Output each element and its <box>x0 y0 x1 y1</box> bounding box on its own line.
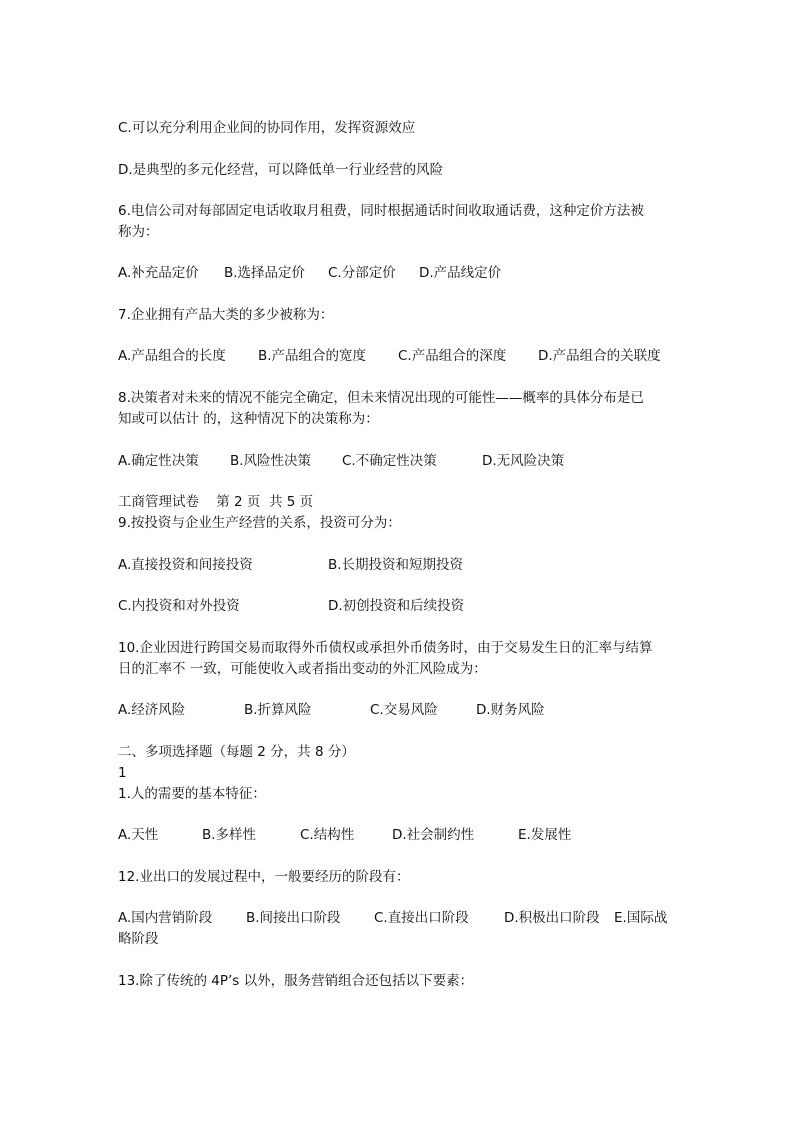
question-12: 12.业出口的发展过程中，一般要经历的阶段有： <box>118 869 410 885</box>
q9-option-a: A.直接投资和间接投资 <box>118 557 253 573</box>
question-7: 7.企业拥有产品大类的多少被称为： <box>118 307 334 323</box>
q10-option-a: A.经济风险 <box>118 702 186 718</box>
q11-option-e: E.发展性 <box>518 827 572 843</box>
q7-option-c: C.产品组合的深度 <box>398 348 507 364</box>
q12-option-c: C.直接出口阶段 <box>374 910 469 926</box>
q6-option-c: C.分部定价 <box>328 265 396 281</box>
q12-option-b: B.间接出口阶段 <box>246 910 341 926</box>
option-c-text: C.可以充分利用企业间的协同作用，发挥资源效应 <box>118 120 416 136</box>
q12-option-e-wrap: 略阶段 <box>118 931 159 947</box>
question-11: 1.人的需要的基本特征： <box>118 786 266 802</box>
q6-option-d: D.产品线定价 <box>419 265 502 281</box>
q8-option-c: C.不确定性决策 <box>342 453 437 469</box>
q12-option-d: D.积极出口阶段 <box>504 910 600 926</box>
question-9: 9.按投资与企业生产经营的关系，投资可分为： <box>118 515 401 531</box>
q7-option-b: B.产品组合的宽度 <box>258 348 367 364</box>
page-footer: 工商管理试卷 第 2 页 共 5 页 <box>118 494 314 510</box>
q12-option-a: A.国内营销阶段 <box>118 910 213 926</box>
q11-option-c: C.结构性 <box>300 827 355 843</box>
question-6-line-2: 称为： <box>118 224 159 240</box>
q9-option-b: B.长期投资和短期投资 <box>328 557 464 573</box>
q11-option-d: D.社会制约性 <box>392 827 475 843</box>
option-d-text: D.是典型的多元化经营，可以降低单一行业经营的风险 <box>118 162 444 178</box>
q6-option-b: B.选择品定价 <box>224 265 306 281</box>
question-10-line-2: 日的汇率不 一致，可能使收入或者指出变动的外汇风险成为： <box>118 661 487 677</box>
q10-option-c: C.交易风险 <box>370 702 438 718</box>
q12-option-e: E.国际战 <box>614 910 668 926</box>
q10-option-d: D.财务风险 <box>476 702 545 718</box>
question-6-line-1: 6.电信公司对每部固定电话收取月租费，同时根据通话时间收取通话费，这种定价方法被 <box>118 203 644 219</box>
question-8-line-1: 8.决策者对未来的情况不能完全确定，但未来情况出现的可能性——概率的具体分布是已 <box>118 390 644 406</box>
q9-option-d: D.初创投资和后续投资 <box>328 598 465 614</box>
question-11-number: 1 <box>118 765 127 781</box>
q7-option-a: A.产品组合的长度 <box>118 348 226 364</box>
q11-option-a: A.天性 <box>118 827 159 843</box>
q8-option-d: D.无风险决策 <box>482 453 565 469</box>
q9-option-c: C.内投资和对外投资 <box>118 598 240 614</box>
q7-option-d: D.产品组合的关联度 <box>538 348 661 364</box>
q8-option-a: A.确定性决策 <box>118 453 199 469</box>
question-13: 13.除了传统的 4P’s 以外，服务营销组合还包括以下要素： <box>118 973 474 989</box>
question-8-line-2: 知或可以估计 的，这种情况下的决策称为： <box>118 411 379 427</box>
question-10-line-1: 10.企业因进行跨国交易而取得外币债权或承担外币债务时，由于交易发生日的汇率与结算 <box>118 640 653 656</box>
q6-option-a: A.补充品定价 <box>118 265 199 281</box>
q10-option-b: B.折算风险 <box>244 702 312 718</box>
section-2-heading: 二、多项选择题（每题 2 分，共 8 分） <box>118 744 355 760</box>
q8-option-b: B.风险性决策 <box>230 453 312 469</box>
q11-option-b: B.多样性 <box>202 827 257 843</box>
